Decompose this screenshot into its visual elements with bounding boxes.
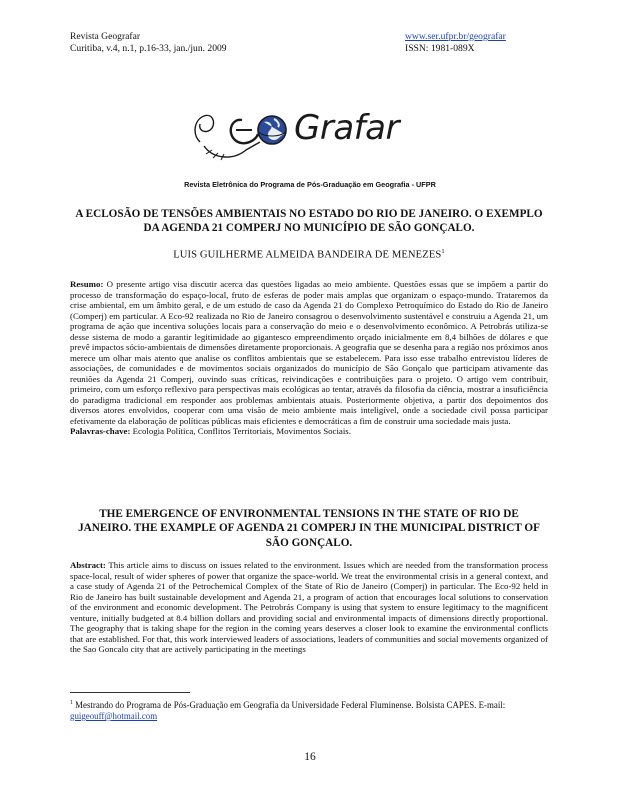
footnote (70, 698, 548, 722)
journal-issn: ISSN: 1981-089X (405, 43, 475, 54)
article-title-pt: A ECLOSÃO DE TENSÕES AMBIENTAIS NO ESTADO DO RIO DE JANEIRO. O EXEMPLO DA AGENDA 21 COMPERJ NO MUNICÍPIO DE SÃO GONÇALO. (75, 208, 543, 235)
page-number: 16 (304, 751, 316, 763)
journal-citation: Curitiba, v.4, n.1, p.16-33, jan./jun. 2009 (70, 43, 227, 54)
resumo-label: Resumo: (70, 279, 104, 289)
abstract-text: This article aims to discuss on issues related to the environment. Issues which are needed from the transformation process space-local, result of wider spheres of power that organize the space-world. We treat the environmental crisis in a general context, and a case study of Agenda 21 of the Petrochemical Complex of the State of Rio de Janeiro (Comperj) in particular. The Eco-92 held in Rio de Janeiro has built sustainable development and Agenda 21, a program of action that encourages local solutions to conservation of the environment and economic development. The Petrobrás Company is using that system to ensure legitimacy to the magnificent venture, initially budgeted at 8.4 billion dollars and providing social and environmental impacts of dimensions directly proportional. The geography that is taking shape for the region in the coming years deserves a closer look to examine the environmental conflicts that are established. For that, this work interviewed leaders of associations, leaders of communities and social movements organized of the Sao Goncalo city that are actively participating in the meetings (70, 560, 548, 654)
running-header-left (70, 31, 370, 55)
footnote-text: Mestrando do Programa de Pós-Graduação em Geografia da Universidade Federal Fluminense. Bolsista CAPES. E-mail: (72, 699, 506, 710)
journal-url-link[interactable]: www.ser.ufpr.br/geografar (405, 31, 506, 42)
footnote-marker: 1 (70, 700, 73, 706)
author-name: LUIS GUILHERME ALMEIDA BANDEIRA DE MENEZES (173, 249, 442, 261)
abstract-label: Abstract: (70, 560, 106, 570)
author-line (72, 248, 546, 261)
resumo-text: O presente artigo visa discutir acerca das questões ligadas ao meio ambiente. Questões essas que se impõem a partir do processo de transformação do espaço-local, fruto de esferas de poder mais amplas que organizam o espaço-mundo. Trataremos da crise ambiental, em um âmbito geral, e de um estudo de caso da Agenda 21 do Complexo Petroquímico do Estado do Rio de Janeiro (Comperj) em particular. A Eco-92 realizada no Rio de Janeiro consagrou o desenvolvimento sustentável e construiu a Agenda 21, um programa de ação que incentiva soluções locais para a conservação do meio e o desenvolvimento econômico. A Petrobrás utiliza-se desse sistema de modo a garantir legitimidade ao gigantesco empreendimento orçado inicialmente em 8,4 bilhões de dólares e que prevê impactos sócio-ambientais de dimensões diretamente proporcionais. A geografia que se desenha para a região nos próximos anos merece um olhar mais atento que analise os conflitos ambientais que se estabelecem. Para isso esse trabalho entrevistou líderes de associações, de comunidades e de movimentos sociais organizados do município de São Gonçalo que participam ativamente das reuniões da Agenda 21 Comperj, ouvindo suas críticas, reivindicações e contribuições para o projeto. O artigo vem contribuir, primeiro, com um esforço reflexivo para perspectivas mais ecológicas ao tentar, através da filosofia da ciência, mostrar a insuficiência do paradigma tradicional em responder aos problemas ambientais atuais. Posteriormente objetiva, a partir dos depoimentos dos diversos atores envolvidos, cooperar com uma visão de meio ambiente mais inteligível, onde a sociedade civil possa participar efetivamente da elaboração de políticas públicas mais eficientes e democráticas a fim de construir uma sociedade mais justa. (70, 279, 548, 426)
running-header-right (405, 31, 545, 55)
footnote-email-link[interactable]: guigeouff@hotmail.com (70, 710, 158, 721)
journal-subtitle: Revista Eletrônica do Programa de Pós-Graduação em Geografia - UFPR (184, 180, 436, 189)
keywords-label: Palavras-chave: (70, 426, 131, 436)
keywords-text: Ecologia Política, Conflitos Territoriais, Movimentos Sociais. (130, 426, 351, 436)
geografar-logo (190, 102, 430, 164)
logo-wordmark: Grafar (294, 108, 399, 148)
author-footnote-marker[interactable]: 1 (441, 248, 445, 255)
abstract-paragraph (70, 560, 548, 655)
journal-name: Revista Geografar (70, 31, 141, 42)
footnote-divider (70, 692, 190, 693)
resumo-paragraph (70, 279, 548, 437)
article-title-en: THE EMERGENCE OF ENVIRONMENTAL TENSIONS IN THE STATE OF RIO DE JANEIRO. THE EXAMPLE OF AGENDA 21 COMPERJ IN THE MUNICIPAL DISTRICT OF SÃO GONÇALO. (78, 508, 540, 549)
